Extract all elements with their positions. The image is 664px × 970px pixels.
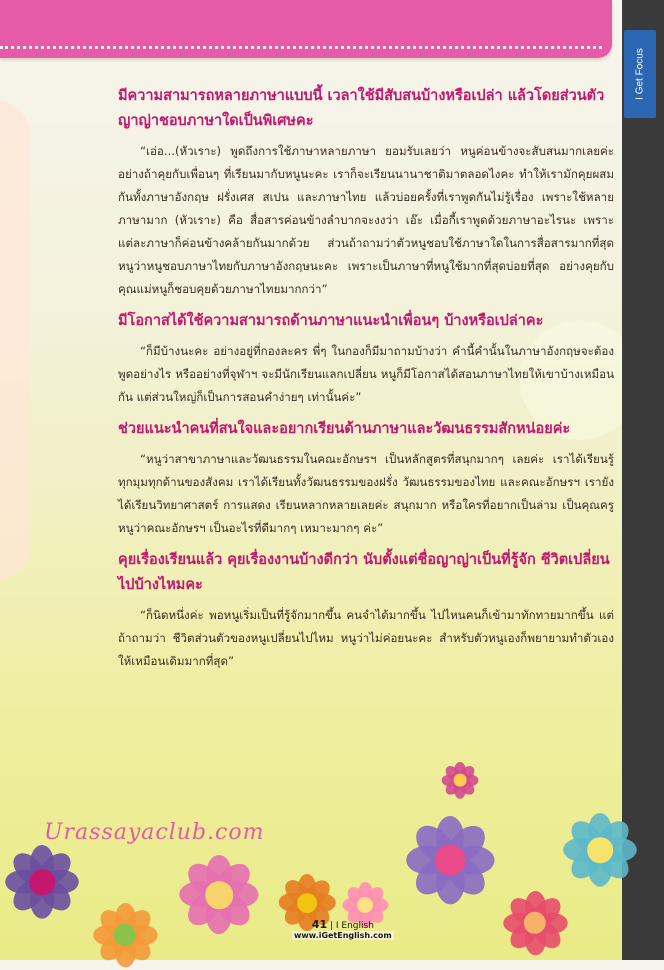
interview-content [118, 84, 614, 673]
footer-separator-icon: | I [329, 921, 342, 931]
section-tab [624, 30, 656, 118]
flower-decoration [2, 842, 82, 922]
banner-dotted-line [0, 46, 602, 49]
flower-decoration [402, 812, 498, 908]
background-figure [0, 100, 30, 580]
flower-center [205, 881, 233, 909]
qa-section [118, 548, 614, 673]
answer-paragraph: “ก็นิดหนึ่งค่ะ พอหนูเริ่มเป็นที่รู้จักมากขึ้น คนจำได้มากขึ้น ไปไหนคนก็เข้ามาทักทายมากขึ้น แต่ถ้าถามว่า ชีวิตส่วนตัวของหนูเปลี่ยนไปไหม หนูว่าไม่ค่อยนะคะ สำหรับตัวหนูเองก็พยายามทำตัวเองให้เหมือนเดิมมากที่สุด” [118, 608, 614, 668]
flower-center [454, 774, 467, 787]
page-footer [292, 918, 394, 940]
flower-center [357, 897, 373, 913]
flower-decoration [440, 760, 480, 800]
section-tab-label: I Get Focus [634, 48, 646, 100]
qa-section [118, 309, 614, 409]
flower-center [435, 845, 466, 876]
watermark: Urassayaclub.com [44, 820, 265, 845]
flower-decoration [560, 810, 640, 890]
qa-section [118, 417, 614, 540]
footer-brand: English [341, 921, 374, 931]
footer-url: www.iGetEnglish.com [294, 931, 392, 940]
qa-section [118, 84, 614, 301]
question-heading: มีโอกาสได้ใช้ความสามารถด้านภาษาแนะนำเพื่อนๆ บ้างหรือเปล่าคะ [118, 313, 544, 329]
flower-decoration [176, 852, 262, 938]
flower-decoration [500, 888, 570, 958]
top-banner [0, 0, 612, 58]
question-heading: มีความสามารถหลายภาษาแบบนี้ เวลาใช้มีสับสนบ้างหรือเปล่า แล้วโดยส่วนตัวญาญ่าชอบภาษาใดเป็นพิเศษคะ [118, 88, 605, 129]
flower-center [297, 893, 317, 913]
page-number: 41 [311, 918, 328, 931]
flower-center [587, 837, 613, 863]
question-heading: ช่วยแนะนำคนที่สนใจและอยากเรียนด้านภาษาและวัฒนธรรมสักหน่อยค่ะ [118, 421, 571, 437]
answer-paragraph: “หนูว่าสาขาภาษาและวัฒนธรรมในคณะอักษรฯ เป็นหลักสูตรที่สนุกมากๆ เลยค่ะ เราได้เรียนรู้ทุกมุมทุกด้านของสังคม เราได้เรียนทั้งวัฒนธรรมของฝรั่ง วัฒนธรรมของไทย และคณะอักษรฯ เรายังได้เรียนวิทยาศาสตร์ การแสดง เรียนหลากหลายเลยค่ะ สนุกมาก หรือใครที่อยากเป็นล่าม เป็นคุณครู หนูว่าคณะอักษรฯ เป็นอะไรที่ดีมากๆ เหมาะมากๆ ค่ะ” [118, 452, 614, 535]
answer-paragraph: “เอ่อ...(หัวเราะ) พูดถึงการใช้ภาษาหลายภาษา ยอมรับเลยว่า หนูค่อนข้างจะสับสนมากเลยค่ะ อย่างถ้าคุยกับเพื่อนๆ ที่เรียนมากับหนูนะคะ เราก็จะเรียนนานาชาติมาตลอดไงคะ ทำให้เรามักคุยผสมกันทั้งภาษาอังกฤษ ฝรั่งเศส สเปน และภาษาไทย แล้วบ่อยครั้งที่เราพูดกันไม่รู้เรื่อง เพราะใช้หลายภาษามาก (หัวเราะ) คือ สื่อสารค่อนข้างลำบากจะงงว่า เอ๊ะ เมื่อกี้เราพูดด้วยภาษาอะไรนะ เพราะแต่ละภาษาก็ค่อนข้างคล้ายกันมากด้วย ส่วนถ้าถามว่าตัวหนูชอบใช้ภาษาใดในการสื่อสารมากที่สุด หนูว่าหนูชอบภาษาไทยกับภาษาอังกฤษนะคะ เพราะเป็นภาษาที่หนูใช้มากที่สุดบ่อยที่สุด อย่างคุยกับคุณแม่หนูก็ชอบคุยด้วยภาษาไทยมากกว่า” [118, 144, 614, 296]
question-heading: คุยเรื่องเรียนแล้ว คุยเรื่องงานบ้างดีกว่า นับตั้งแต่ชื่อญาญ่าเป็นที่รู้จัก ชีวิตเปลี่ยนไปบ้างไหมคะ [118, 552, 610, 593]
flower-center [29, 869, 55, 895]
answer-paragraph: “ก็มีบ้างนะคะ อย่างอยู่ที่กองละคร พี่ๆ ในกองก็มีมาถามบ้างว่า คำนี้คำนั้นในภาษาอังกฤษจะต้องพูดอย่างไร หรืออย่างที่จุฬาฯ จะมีนักเรียนแลกเปลี่ยน หนูก็มีโอกาสได้สอนภาษาไทยให้เขาบ้างเหมือนกัน แต่ส่วนใหญ่ก็เป็นการสอนคำง่ายๆ เท่านั้นค่ะ” [118, 344, 614, 404]
